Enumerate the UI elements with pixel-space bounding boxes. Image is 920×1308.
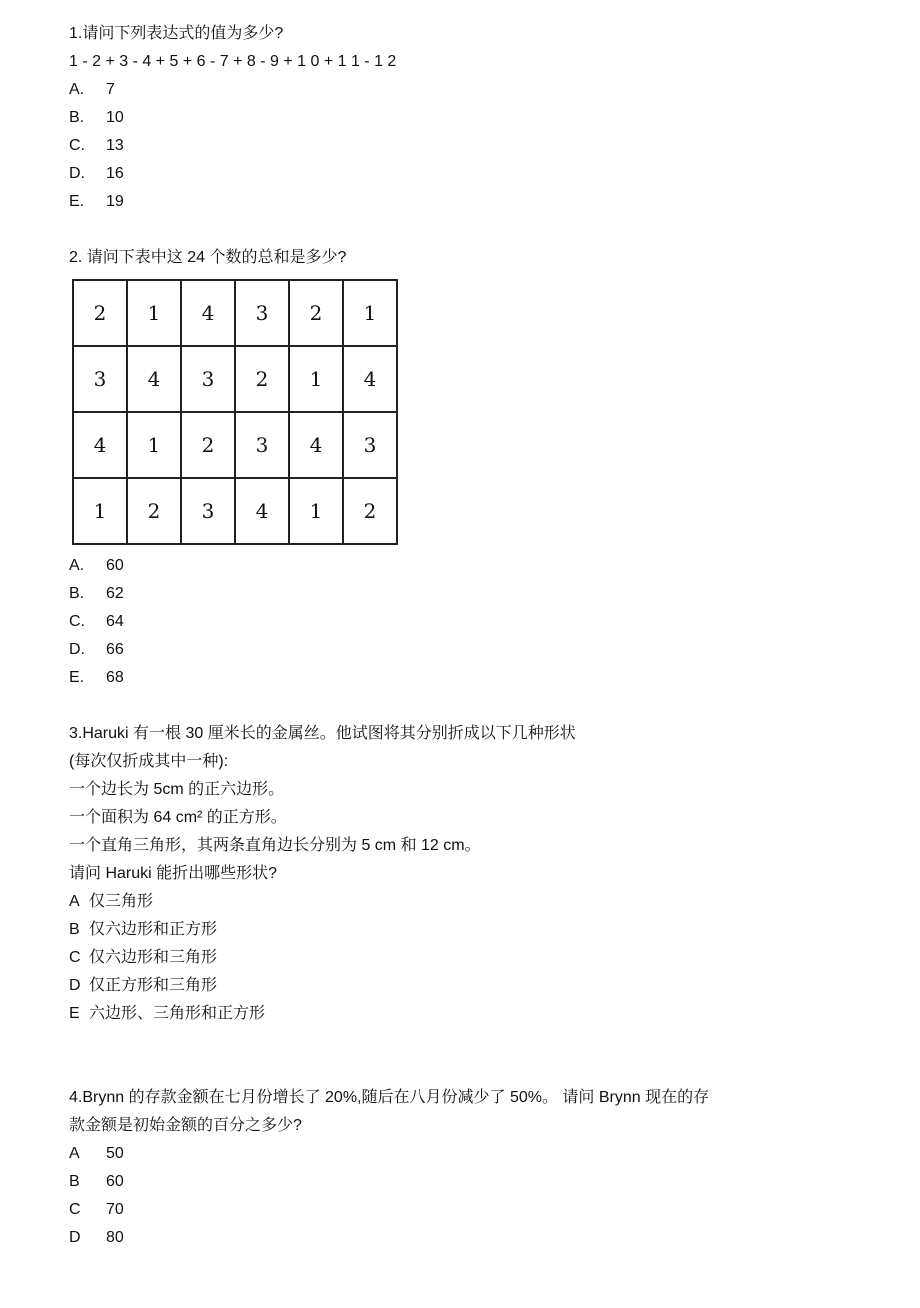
option-value: 68 <box>106 669 124 686</box>
option-value: 64 <box>106 613 124 630</box>
q4-option-c <box>69 1200 124 1220</box>
option-value: 六边形、三角形和正方形 <box>89 1005 266 1022</box>
q3-option-e <box>69 1004 265 1024</box>
option-letter: B <box>69 1173 80 1190</box>
table-cell: 1 <box>343 280 397 346</box>
number-table <box>72 279 398 545</box>
option-value: 60 <box>106 557 124 574</box>
table-cell: 2 <box>181 412 235 478</box>
option-letter: B. <box>69 585 85 602</box>
option-value: 19 <box>106 193 124 210</box>
q1-title: 1.请问下列表达式的值为多少? <box>69 25 284 42</box>
option-value: 62 <box>106 585 124 602</box>
q3-line-2: (每次仅折成其中一种): <box>69 753 229 770</box>
q1-expression: 1 - 2 + 3 - 4 + 5 + 6 - 7 + 8 - 9 + 1 0 + 1 1 - 1 2 <box>69 53 397 70</box>
table-cell: 1 <box>289 478 343 544</box>
option-letter: D <box>69 977 81 994</box>
option-letter: E <box>69 1005 80 1022</box>
q1-option-a <box>69 80 115 100</box>
option-letter: D. <box>69 165 85 182</box>
q2-option-b <box>69 584 124 604</box>
table-cell: 4 <box>289 412 343 478</box>
q4-line-2: 款金额是初始金额的百分之多少? <box>69 1117 302 1134</box>
option-letter: C. <box>69 137 85 154</box>
option-value: 13 <box>106 137 124 154</box>
option-value: 仅三角形 <box>89 893 154 910</box>
q3-option-a <box>69 892 153 912</box>
table-cell: 3 <box>235 412 289 478</box>
table-row <box>73 478 397 544</box>
option-letter: A <box>69 1145 80 1162</box>
q3-line-6: 请问 Haruki 能折出哪些形状? <box>69 865 278 882</box>
table-row <box>73 346 397 412</box>
option-value: 仅六边形和正方形 <box>89 921 218 938</box>
option-value: 70 <box>106 1201 124 1218</box>
option-value: 16 <box>106 165 124 182</box>
table-cell: 3 <box>343 412 397 478</box>
option-letter: E. <box>69 669 85 686</box>
table-cell: 4 <box>127 346 181 412</box>
q3-line-1: 3.Haruki 有一根 30 厘米长的金属丝。他试图将其分别折成以下几种形状 <box>69 725 576 742</box>
q2-option-e <box>69 668 124 688</box>
option-value: 仅六边形和三角形 <box>89 949 218 966</box>
q3-option-b <box>69 920 217 940</box>
option-letter: A. <box>69 81 85 98</box>
q2-option-d <box>69 640 124 660</box>
table-cell: 2 <box>289 280 343 346</box>
table-cell: 2 <box>235 346 289 412</box>
q4-option-a <box>69 1144 124 1164</box>
q4-option-d <box>69 1228 124 1248</box>
table-cell: 4 <box>181 280 235 346</box>
option-value: 80 <box>106 1229 124 1246</box>
table-cell: 4 <box>73 412 127 478</box>
option-letter: D <box>69 1229 81 1246</box>
q3-line-3: 一个边长为 5cm 的正六边形。 <box>69 781 285 798</box>
option-value: 60 <box>106 1173 124 1190</box>
q3-option-d <box>69 976 217 996</box>
q2-option-c <box>69 612 124 632</box>
table-cell: 2 <box>73 280 127 346</box>
table-row <box>73 280 397 346</box>
table-cell: 1 <box>127 412 181 478</box>
q4-line-1: 4.Brynn 的存款金额在七月份增长了 20%,随后在八月份减少了 50%。 请问 Brynn 现在的存 <box>69 1089 710 1106</box>
table-cell: 3 <box>73 346 127 412</box>
q3-line-4: 一个面积为 64 cm² 的正方形。 <box>69 809 287 826</box>
q2-option-a <box>69 556 124 576</box>
table-cell: 3 <box>181 346 235 412</box>
option-letter: B. <box>69 109 85 126</box>
option-value: 66 <box>106 641 124 658</box>
option-letter: C <box>69 949 81 966</box>
q3-line-5: 一个直角三角形，其两条直角边长分别为 5 cm 和 12 cm。 <box>69 837 481 854</box>
option-letter: D. <box>69 641 85 658</box>
option-value: 50 <box>106 1145 124 1162</box>
option-value: 7 <box>106 81 115 98</box>
q2-title: 2. 请问下表中这 24 个数的总和是多少? <box>69 249 347 266</box>
q1-option-c <box>69 136 124 156</box>
q4-option-b <box>69 1172 124 1192</box>
table-cell: 4 <box>235 478 289 544</box>
q1-option-b <box>69 108 124 128</box>
option-letter: C. <box>69 613 85 630</box>
table-cell: 4 <box>343 346 397 412</box>
option-value: 仅正方形和三角形 <box>89 977 218 994</box>
q1-option-e <box>69 192 124 212</box>
table-cell: 2 <box>127 478 181 544</box>
option-letter: C <box>69 1201 81 1218</box>
option-value: 10 <box>106 109 124 126</box>
table-cell: 3 <box>235 280 289 346</box>
table-cell: 2 <box>343 478 397 544</box>
q3-option-c <box>69 948 217 968</box>
option-letter: A. <box>69 557 85 574</box>
table-row <box>73 412 397 478</box>
table-cell: 1 <box>73 478 127 544</box>
table-cell: 3 <box>181 478 235 544</box>
option-letter: E. <box>69 193 85 210</box>
q1-option-d <box>69 164 124 184</box>
table-cell: 1 <box>127 280 181 346</box>
table-cell: 1 <box>289 346 343 412</box>
option-letter: B <box>69 921 80 938</box>
option-letter: A <box>69 893 80 910</box>
